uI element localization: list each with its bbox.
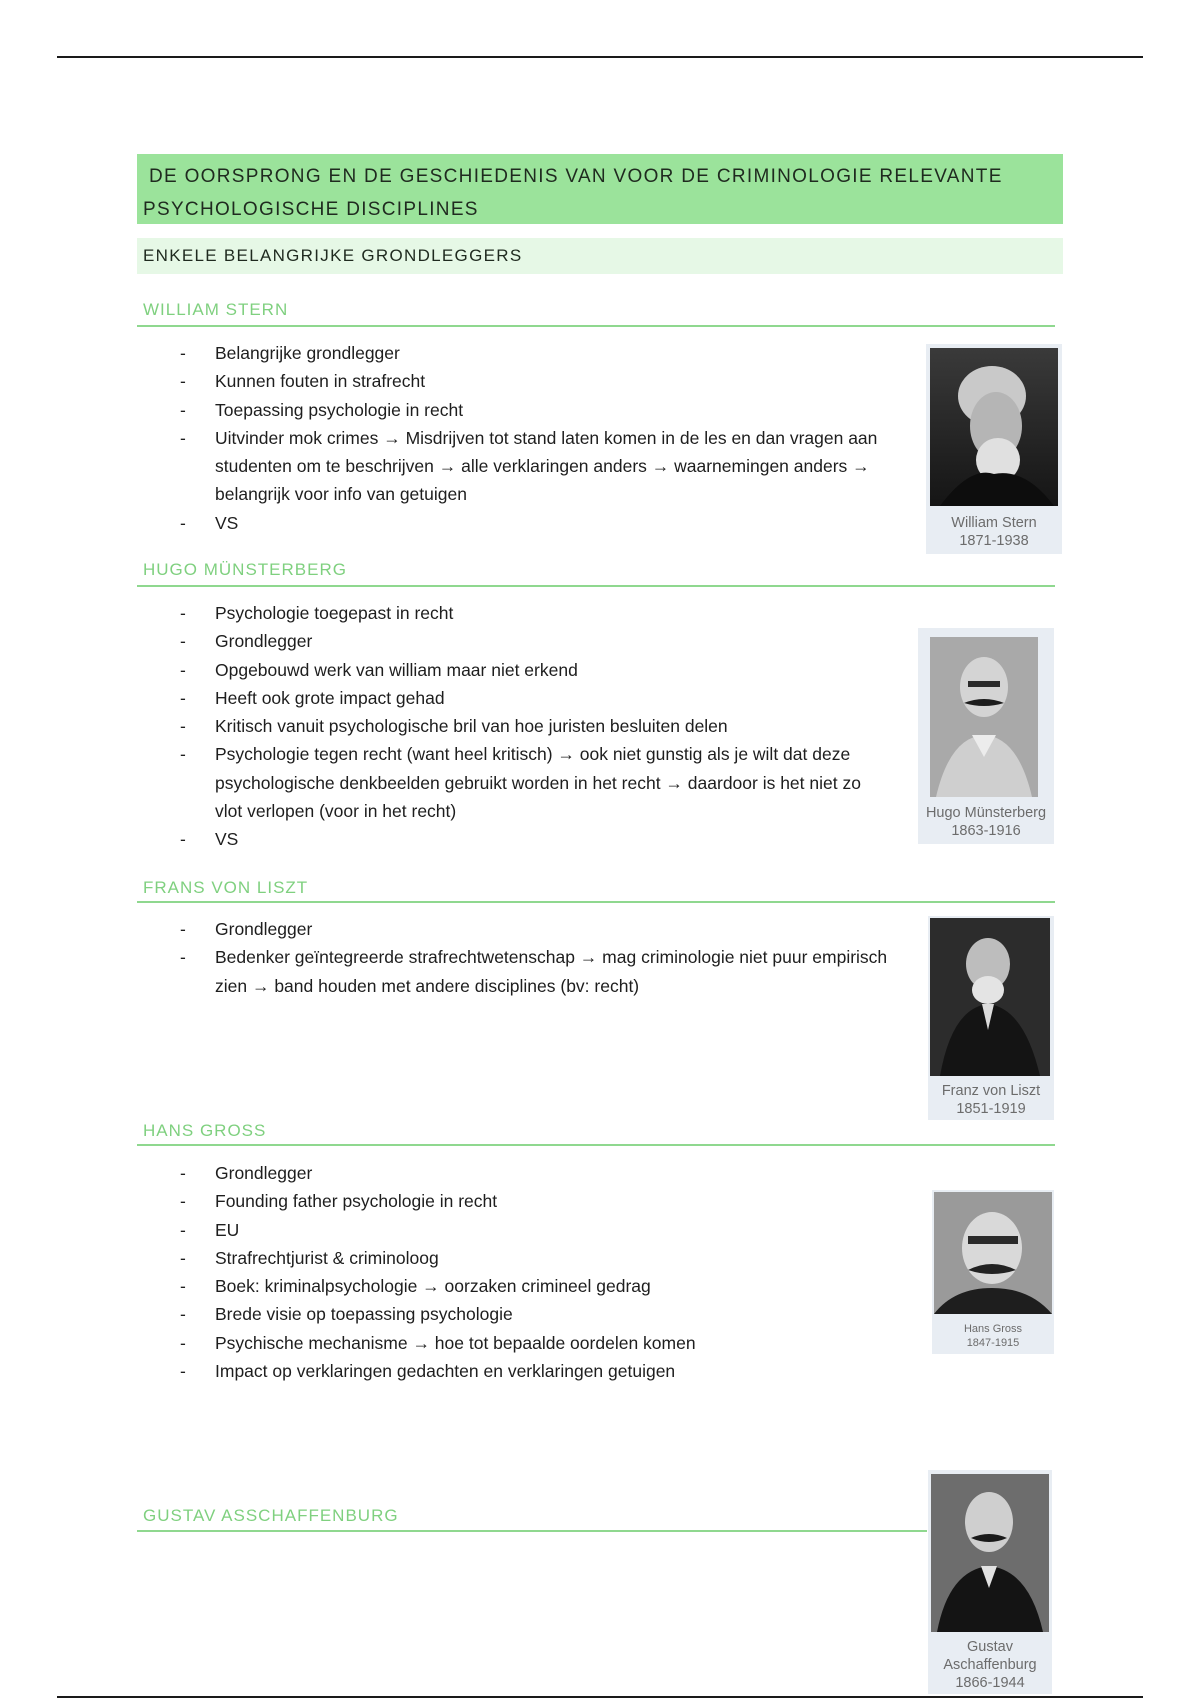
bullet-item	[0, 1159, 888, 1187]
bullet-text: Psychologie toegepast in recht	[215, 603, 454, 623]
bullet-item	[0, 367, 888, 395]
section-rule-hugo-munsterberg	[137, 585, 1055, 587]
bullet-marker: -	[180, 1361, 186, 1382]
caption-william-stern: William Stern 1871-1938	[951, 515, 1037, 549]
bullet-item	[0, 1329, 888, 1357]
bullet-item	[0, 627, 888, 655]
bullet-item	[0, 1244, 888, 1272]
bullet-text: Grondlegger	[215, 631, 313, 652]
bullet-text: Impact op verklaringen gedachten en verklaringen getuigen	[215, 1361, 676, 1382]
portrait-william-stern	[926, 344, 1062, 554]
sub-heading: ENKELE BELANGRIJKE GRONDLEGGERS	[137, 238, 1063, 274]
bullet-text: VS	[215, 512, 239, 533]
bullet-text: Grondlegger	[215, 919, 313, 939]
bullet-text: Bedenker geïntegreerde strafrechtwetenschap → mag criminologie niet puur empirisch zien → band houden met andere disciplines (bv: recht)	[215, 947, 888, 996]
bullet-item	[0, 1272, 888, 1300]
section-rule-frans-von-liszt	[137, 901, 1055, 903]
bullet-marker: -	[180, 829, 186, 850]
section-title-gustav-asschaffenburg: GUSTAV ASSCHAFFENBURG	[143, 1506, 399, 1525]
bullet-item	[0, 509, 888, 537]
caption-hans-gross: Hans Gross 1847-1915	[963, 1323, 1023, 1349]
bullet-marker: -	[180, 427, 186, 448]
bullet-marker: -	[180, 1276, 186, 1297]
bullet-item	[0, 943, 888, 1000]
bullet-item	[0, 339, 888, 367]
bullet-marker: -	[180, 603, 186, 623]
bullet-item	[0, 656, 888, 684]
section-title-william-stern: WILLIAM STERN	[143, 300, 289, 319]
bullet-text: Kunnen fouten in strafrecht	[215, 371, 426, 392]
bullet-item	[0, 396, 888, 424]
bullet-marker: -	[180, 1247, 186, 1268]
bullet-text: Heeft ook grote impact gehad	[215, 687, 445, 708]
portrait-gustav-aschaffenburg	[928, 1470, 1052, 1694]
bullet-text: Kritisch vanuit psychologische bril van hoe juristen besluiten delen	[215, 716, 728, 737]
top-rule	[57, 56, 1143, 58]
bullet-text: VS	[215, 829, 239, 850]
bullet-text: Psychologie tegen recht (want heel kritisch) → ook niet gunstig als je wilt dat deze psychologische denkbeelden gebruikt worden in het recht → daardoor is het niet zo vlot verlopen (voor in het recht)	[215, 744, 861, 822]
bullet-list-hugo-munsterberg	[0, 599, 888, 854]
section-rule-hans-gross	[137, 1144, 1055, 1146]
bullet-text: Uitvinder mok crimes → Misdrijven tot stand laten komen in de les en dan vragen aan studenten om te beschrijven → alle verklaringen anders → waarnemingen anders → belangrijk voor info van getuigen	[215, 427, 878, 505]
bullet-list-hans-gross	[0, 1159, 888, 1385]
hugo-munsterberg-photo	[930, 637, 1038, 797]
section-title-hans-gross: HANS GROSS	[143, 1121, 267, 1140]
main-heading-line-2: PSYCHOLOGISCHE DISCIPLINES	[143, 199, 479, 220]
bullet-marker: -	[180, 631, 186, 652]
bullet-item	[0, 1357, 888, 1385]
main-heading	[137, 154, 1063, 224]
bullet-marker: -	[180, 659, 186, 680]
portrait-hans-gross	[932, 1190, 1054, 1354]
section-title-hugo-munsterberg: HUGO MÜNSTERBERG	[143, 560, 347, 579]
bullet-marker: -	[180, 1191, 186, 1212]
bullet-item	[0, 740, 888, 825]
bullet-marker: -	[180, 947, 186, 968]
bullet-item	[0, 1187, 888, 1215]
bullet-text: Strafrechtjurist & criminoloog	[215, 1247, 439, 1268]
bullet-list-frans-von-liszt	[0, 915, 888, 1000]
bottom-rule	[57, 1696, 1143, 1698]
bullet-text: Founding father psychologie in recht	[215, 1191, 498, 1212]
bullet-marker: -	[180, 687, 186, 708]
bullet-marker: -	[180, 512, 186, 533]
bullet-text: Boek: kriminalpsychologie → oorzaken crimineel gedrag	[215, 1276, 651, 1297]
bullet-text: Belangrijke grondlegger	[215, 343, 400, 363]
bullet-item	[0, 684, 888, 712]
bullet-item	[0, 915, 888, 943]
caption-hugo-munsterberg: Hugo Münsterberg 1863-1916	[925, 805, 1047, 839]
main-heading-line-1: DE OORSPRONG EN DE GESCHIEDENIS VAN VOOR DE CRIMINOLOGIE RELEVANTE	[149, 166, 1003, 187]
bullet-marker: -	[180, 343, 186, 363]
franz-von-liszt-photo	[930, 918, 1050, 1076]
bullet-marker: -	[180, 1332, 186, 1353]
bullet-marker: -	[180, 371, 186, 392]
bullet-marker: -	[180, 919, 186, 939]
bullet-marker: -	[180, 1219, 186, 1240]
caption-gustav-aschaffenburg: Gustav Aschaffenburg 1866-1944	[943, 1639, 1037, 1691]
bullet-item	[0, 825, 888, 853]
section-rule-gustav-asschaffenburg	[137, 1530, 927, 1532]
bullet-item	[0, 424, 888, 509]
bullet-text: EU	[215, 1219, 240, 1240]
bullet-marker: -	[180, 1163, 186, 1183]
gustav-aschaffenburg-photo	[931, 1474, 1049, 1632]
bullet-item	[0, 1300, 888, 1328]
portrait-franz-von-liszt	[928, 916, 1054, 1120]
hans-gross-photo	[934, 1192, 1052, 1314]
bullet-marker: -	[180, 1304, 186, 1325]
bullet-item	[0, 712, 888, 740]
bullet-marker: -	[180, 716, 186, 737]
bullet-text: Toepassing psychologie in recht	[215, 399, 464, 420]
bullet-text: Opgebouwd werk van william maar niet erkend	[215, 659, 578, 680]
bullet-list-william-stern	[0, 339, 888, 537]
section-title-frans-von-liszt: FRANS VON LISZT	[143, 878, 309, 897]
bullet-marker: -	[180, 399, 186, 420]
bullet-item	[0, 599, 888, 627]
bullet-marker: -	[180, 744, 186, 765]
bullet-item	[0, 1216, 888, 1244]
caption-franz-von-liszt: Franz von Liszt 1851-1919	[941, 1083, 1041, 1117]
portrait-hugo-munsterberg	[918, 628, 1054, 844]
bullet-text: Brede visie op toepassing psychologie	[215, 1304, 513, 1325]
bullet-text: Psychische mechanisme → hoe tot bepaalde oordelen komen	[215, 1332, 696, 1353]
section-rule-william-stern	[137, 325, 1055, 327]
bullet-text: Grondlegger	[215, 1163, 313, 1183]
william-stern-photo	[930, 348, 1058, 506]
